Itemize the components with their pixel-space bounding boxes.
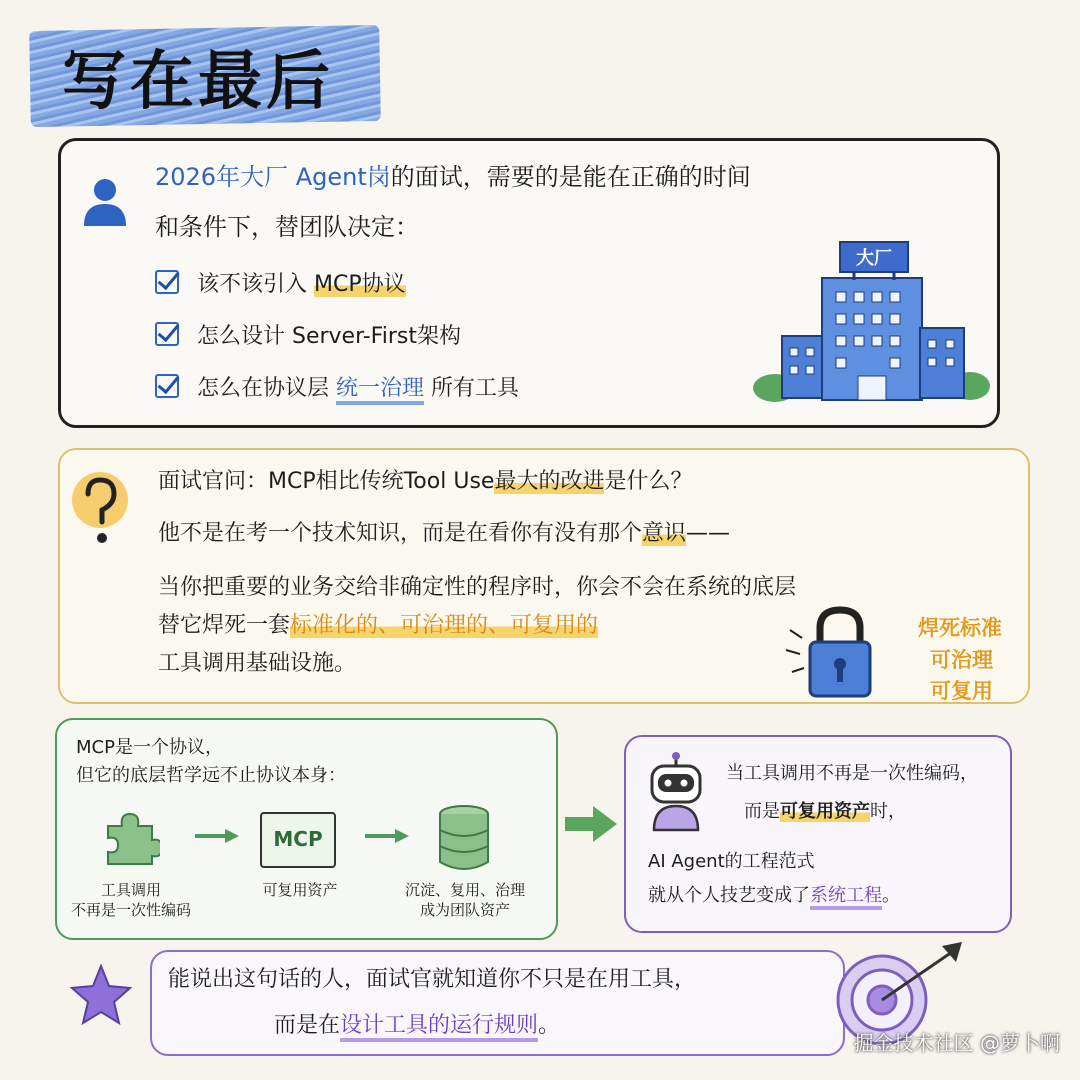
intro-line-2: 和条件下，替团队决定： [155,213,419,241]
explanation-line: 工具调用基础设施。 [158,651,357,676]
question-mark-icon [70,470,130,550]
checkbox-icon [155,322,179,346]
intro-line-1 [155,162,751,193]
intro-rest: 的面试，需要的是能在正确的时间 [390,163,751,191]
closing-line-2: 而是在设计工具的运行规则。 [274,1012,560,1041]
mcp-line-1: MCP是一个协议， [76,737,223,758]
robot-icon [644,752,708,832]
office-building-illustration [750,236,990,406]
person-icon [82,176,128,228]
lock-label: 可治理 [930,648,993,672]
arrow-icon [195,828,239,844]
building-sign: 大厂 [856,248,892,269]
caption-reusable-asset: 可复用资产 [262,881,338,899]
checklist-item: 怎么在协议层 统一治理 所有工具 [155,374,519,404]
explanation-line: 他不是在考一个技术知识，而是在看你有没有那个意识—— [158,521,731,546]
lock-label: 可复用 [930,679,993,703]
mcp-line-2: 但它的底层哲学远不止协议本身： [76,765,346,786]
intro-highlight: 2026年大厂 Agent岗 [155,163,391,191]
checklist-item: 该不该引入 MCP协议 [155,270,406,300]
big-arrow-icon [565,806,617,842]
padlock-icon [780,600,900,700]
mcp-screen-icon: MCP [260,812,336,868]
paradigm-line: 就从个人技艺变成了系统工程。 [648,884,900,907]
paradigm-line: AI Agent的工程范式 [648,851,815,872]
closing-line-1: 能说出这句话的人，面试官就知道你不只是在用工具， [168,967,697,992]
question-line: 面试官问：MCP相比传统Tool Use最大的改进是什么？ [158,469,693,494]
puzzle-icon [100,808,160,868]
caption-tool-call: 工具调用 不再是一次性编码 [70,881,191,920]
database-icon [436,804,492,872]
paradigm-line: 而是可复用资产时， [744,801,906,822]
star-icon [70,964,132,1026]
checklist-item: 怎么设计 Server-First架构 [155,322,461,352]
explanation-line: 替它焊死一套标准化的、可治理的、可复用的 [158,613,599,638]
caption-team-asset: 沉淀、复用、治理 成为团队资产 [404,881,525,920]
paradigm-line: 当工具调用不再是一次性编码， [726,763,978,784]
watermark: 掘金技术社区 @萝卜啊 [853,1031,1060,1055]
explanation-line: 当你把重要的业务交给非确定性的程序时，你会不会在系统的底层 [158,575,797,600]
checkbox-icon [155,374,179,398]
lock-label: 焊死标准 [918,616,1002,640]
checkbox-icon [155,270,179,294]
page-title: 写在最后 [62,45,334,119]
arrow-icon [365,828,409,844]
